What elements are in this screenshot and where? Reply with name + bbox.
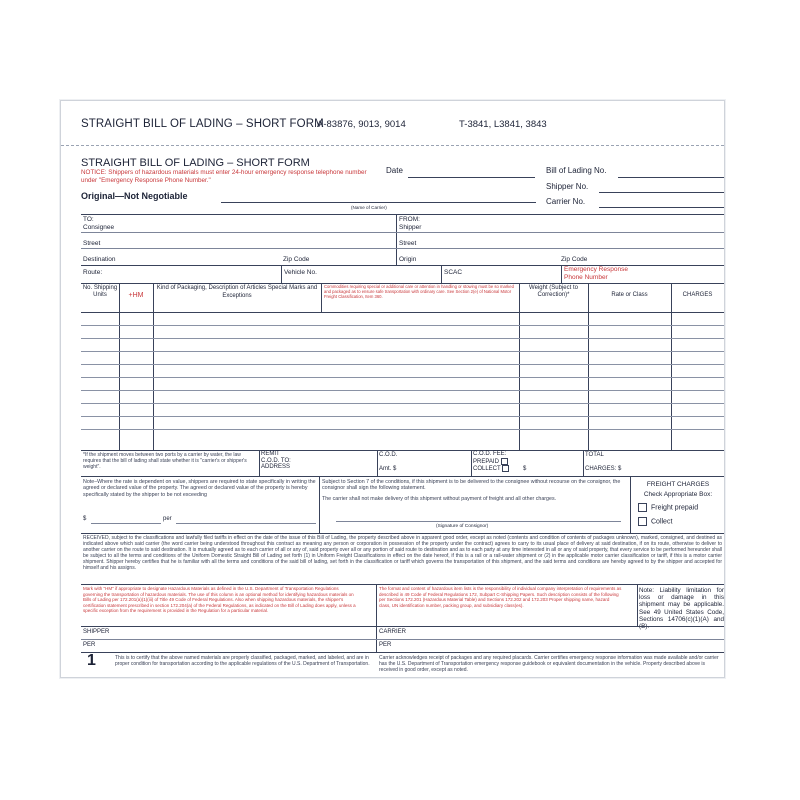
- consignee-field[interactable]: [81, 232, 724, 233]
- copy-number: 1: [87, 652, 96, 669]
- table-row[interactable]: [81, 377, 724, 378]
- col-description: Kind of Packaging, Description of Articles Special Marks and Exceptions: [156, 285, 318, 299]
- shipper-label: Shipper: [399, 224, 422, 231]
- table-row[interactable]: [81, 325, 724, 326]
- carrier-no-label: Carrier No.: [546, 197, 586, 206]
- form-title: STRAIGHT BILL OF LADING – SHORT FORM: [81, 157, 310, 169]
- table-row[interactable]: [81, 429, 724, 430]
- remit-cod-label: REMIT C.O.D. TO: ADDRESS: [261, 451, 291, 470]
- col-charges: CHARGES: [682, 292, 713, 298]
- street-field[interactable]: [81, 248, 724, 249]
- from-label: FROM:: [399, 216, 420, 223]
- freight-check-caption: Check Appropriate Box:: [643, 491, 713, 498]
- total-label: TOTAL: [585, 452, 604, 458]
- to-label: TO:: [83, 216, 94, 223]
- freight-prepaid-checkbox[interactable]: [638, 503, 647, 512]
- shipper-no-field[interactable]: [599, 192, 724, 193]
- carrier-sign-label: CARRIER: [379, 629, 407, 635]
- street-label: Street: [83, 240, 101, 247]
- header-title: STRAIGHT BILL OF LADING – SHORT FORM: [81, 118, 324, 130]
- signature-line[interactable]: [81, 639, 724, 640]
- consignor-signature-caption: (Signature of Consignor): [436, 524, 489, 529]
- original-label: Original—Not Negotiable: [81, 191, 188, 201]
- street2-label: Street: [399, 240, 417, 247]
- form-codes-2: T-3841, L3841, 3843: [459, 119, 547, 130]
- vehicle-label: Vehicle No.: [284, 269, 317, 276]
- hm-note: Mark with "HM" if appropriate to designate Hazardous Materials as defined in the U.S. Department of Transportation Regulations governing the transportation of hazardous materials. The use of this column is an optional method for identifying hazardous materials on Bills of Lading per 172.201(a)(1)(iii) of Title 49 Code of Federal Regulations. Also when shipping hazardous materials, the shipper's certification statement prescribed in section 172.204(a) of the Federal Regulations, as indicated on the Bill of Lading does apply, unless a specific exception from the requirement is provided in the Regulation for a particular material.: [83, 586, 356, 614]
- form-codes: A-83876, 9013, 9014: [317, 119, 406, 130]
- hazmat-notice: NOTICE: Shippers of hazardous materials must enter 24-hour emergency response telephone number under "Emergency Response Phone Number.": [81, 169, 367, 184]
- collect-text: COLLECT: [473, 466, 501, 473]
- col-weight: Weight (Subject to Correction)*: [529, 285, 578, 298]
- date-field[interactable]: [408, 177, 535, 178]
- table-row[interactable]: [81, 364, 724, 365]
- collect-checkbox[interactable]: [502, 465, 509, 472]
- cod-label: C.O.D.: [379, 452, 398, 458]
- shipper-per-label: PER: [83, 642, 96, 648]
- declared-value-note: Note–Where the rate is dependent on value, shippers are required to state specifically in writing the agreed or declared value of the property. The agreed or declared value of the property is hereby specifically stated by the shipper to be not exceeding: [83, 479, 316, 498]
- declared-value-field[interactable]: [91, 523, 161, 524]
- carrier-name-line[interactable]: [221, 202, 536, 203]
- emergency-phone-label: Emergency Response Phone Number: [564, 266, 628, 281]
- table-row[interactable]: [81, 390, 724, 391]
- table-row[interactable]: [81, 338, 724, 339]
- collect-label: [473, 465, 513, 472]
- carrier-no-field[interactable]: [599, 207, 724, 208]
- consignee-label: Consignee: [83, 224, 115, 231]
- date-label: Date: [386, 166, 403, 175]
- sheet-header: [61, 101, 724, 146]
- format-note: The format and content of hazardous item lists is the responsibility of individual company interpretation of requirements as described in 49 Code of Federal Regulations 172, Subpart C-Shipping Papers. Such description consists of the following per Sections 172.201 (Hazardous Material Table) and Sections 172.202 and 172.203 Proper shipping name, hazard class, UN identification number, packing group, and subsidiary class(es).: [379, 586, 622, 608]
- prepaid-text: PREPAID: [473, 459, 499, 466]
- liability-note: Note: Liability limitation for loss or damage in this shipment may be applicable. See 49 United States Code, Sections 14706(c)(1)(A) and (B).: [639, 587, 724, 631]
- zip2-label: Zip Code: [561, 256, 588, 263]
- value-per: per: [163, 516, 172, 522]
- shipper-certification: This is to certify that the above named materials are properly classified, packaged, marked, and labeled, and are in proper condition for transportation according to the applicable regulations of the U.S. Department of Transportation.: [115, 655, 370, 667]
- water-carrier-note: *If the shipment moves between two ports by a carrier by water, the law requires that the bill of lading shall state whether it is "carrier's or shipper's weight".: [83, 452, 247, 470]
- zip-label: Zip Code: [283, 256, 310, 263]
- carrier-acknowledgement: Carrier acknowledges receipt of packages and any required placards. Carrier certifies emergency response information was made available and/or carrier has the U.S. Department of Transportation emergency response guidebook or equivalent documentation in the vehicle. Property described above is received in good order, except as noted.: [379, 655, 719, 673]
- table-row[interactable]: [81, 416, 724, 417]
- bol-no-label: Bill of Lading No.: [546, 166, 607, 175]
- carrier-name-caption: (Name of Carrier): [351, 205, 387, 210]
- bol-no-field[interactable]: [618, 177, 724, 178]
- route-label: Route:: [83, 269, 103, 276]
- table-row[interactable]: [81, 403, 724, 404]
- bill-of-lading-sheet: [60, 100, 725, 678]
- received-terms: RECEIVED, subject to the classifications and lawfully filed tariffs in effect on the date of the issue of this Bill of Lading, the property described above in apparent good order, except as noted (contents and condition of contents of packages unknown), marked, consigned, and destined as indicated above which said carrier (the word carrier being understood throughout this contract as meaning any person or corporation in possession of the property under the contract) agrees to carry to its usual place of delivery at said destination, if on its route, otherwise to deliver to another carrier on the route to said destination. It is mutually agreed as to each carrier of all or any of, said property over all or any portion of said route to destination and as to each party at any time interested in all or any of said property, that every service to be performed hereunder shall be subject to all the terms and conditions of the Uniform Domestic Straight Bill of Lading set forth (1) in Uniform Freight Classifications in effect on the date hereof, if this is a rail or a rail-water shipment or (2) in the applicable motor carrier classification or tariff, if this is a motor carrier shipment. Shipper hereby certifies that he is familiar with all the terms and conditions of the said bill of lading, set forth in the classification or tariff which governs the transportation of this shipment, and the said terms and conditions are hereby agreed to by the shipper and accepted for himself and his assigns.: [83, 535, 722, 571]
- col-hm: +HM: [128, 292, 144, 299]
- cod-fee-label: C.O.D. FEE:: [473, 451, 507, 457]
- consignor-signature-field[interactable]: [336, 521, 621, 522]
- carrier-per-label: PER: [379, 642, 392, 648]
- prepaid-checkbox[interactable]: [501, 458, 508, 465]
- section7-note: Subject to Section 7 of the conditions, if this shipment is to be delivered to the consignee without recourse on the consignor, the consignor shall sign the following statement.: [322, 479, 621, 492]
- scac-label: SCAC: [444, 269, 463, 276]
- col-shipping-units: No. Shipping Units: [82, 285, 118, 298]
- cod-amount-label: Amt. $: [379, 466, 397, 472]
- freight-prepaid-label: Freight prepaid: [651, 504, 699, 512]
- value-per-field[interactable]: [176, 523, 316, 524]
- freight-collect-label: Collect: [651, 518, 673, 526]
- value-dollar: $: [83, 516, 87, 522]
- freight-charges-title: FREIGHT CHARGES: [646, 481, 710, 488]
- shipper-no-label: Shipper No.: [546, 182, 589, 191]
- section7-delivery: The carrier shall not make delivery of this shipment without payment of freight and all other charges.: [322, 496, 557, 502]
- col-rate: Rate or Class: [611, 292, 648, 298]
- cod-fee-dollar: $: [523, 466, 527, 472]
- commodities-note: Commodities requiring special or additional care or attention in handling or stowing must be so marked and packaged as to ensure safe transportation with ordinary care. See Section 2(e) of National Motor Freight Classification, Item 360.: [324, 284, 514, 300]
- origin-label: Origin: [399, 256, 417, 263]
- shipper-sign-label: SHIPPER: [83, 629, 110, 635]
- destination-label: Destination: [83, 256, 116, 263]
- table-row[interactable]: [81, 351, 724, 352]
- freight-collect-checkbox[interactable]: [638, 517, 647, 526]
- total-charges-label: CHARGES: $: [585, 466, 622, 472]
